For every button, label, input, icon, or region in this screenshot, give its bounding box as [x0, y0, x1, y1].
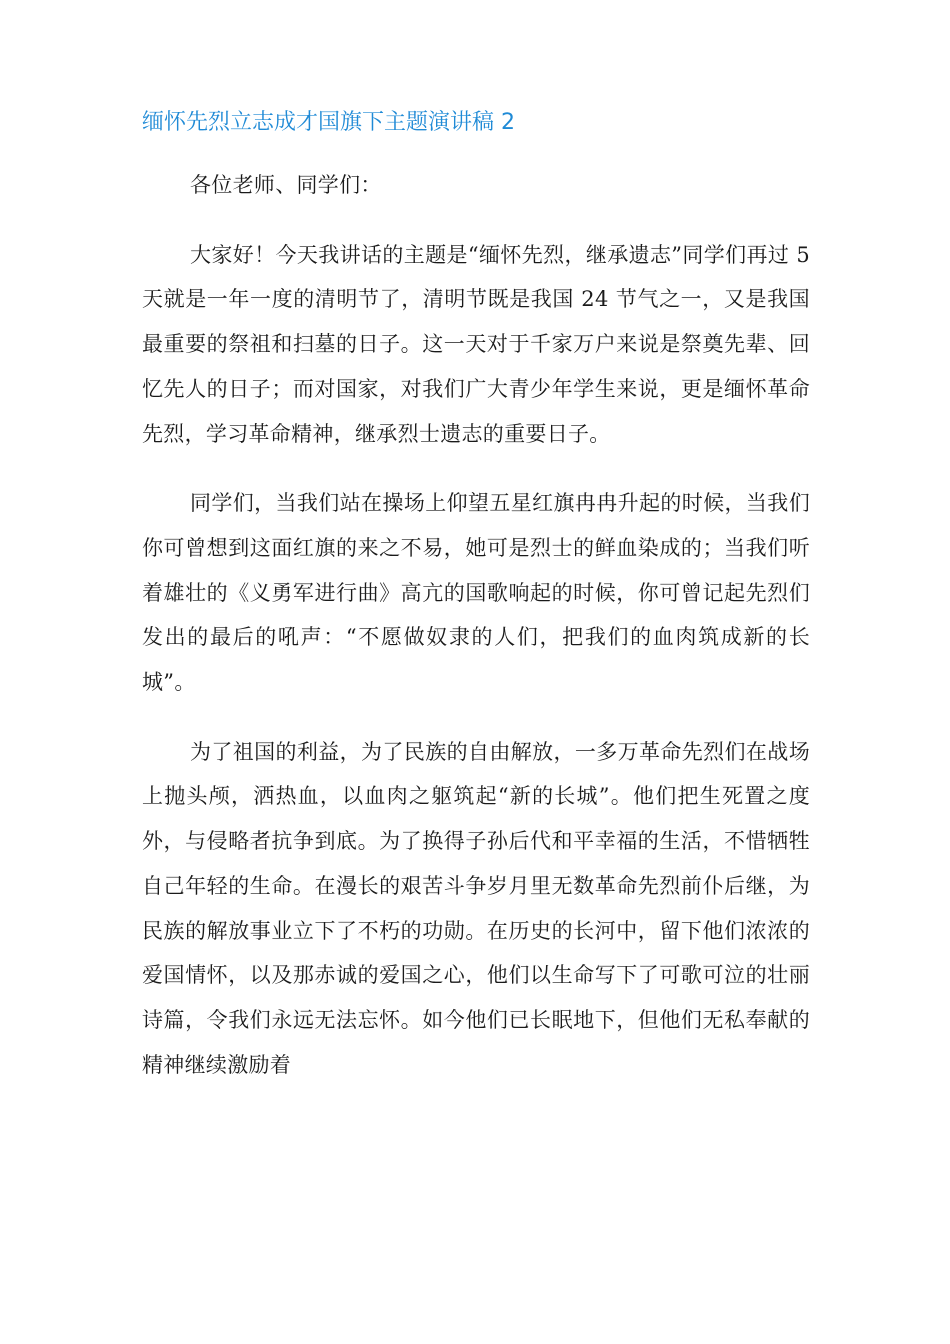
body-paragraph: 同学们，当我们站在操场上仰望五星红旗冉冉升起的时候，当我们你可曾想到这面红旗的来之不易，她可是烈士的鲜血染成的；当我们听着雄壮的《义勇军进行曲》高亢的国歌响起的时候，你可曾记起先烈们发出的最后的吼声：“不愿做奴隶的人们，把我们的血肉筑成新的长城”。 — [142, 491, 810, 695]
document-title: 缅怀先烈立志成才国旗下主题演讲稿 2 — [142, 110, 515, 135]
document-body — [142, 163, 810, 1112]
body-paragraph: 大家好！今天我讲话的主题是“缅怀先烈，继承遗志”同学们再过 5 天就是一年一度的清明节了，清明节既是我国 24 节气之一，又是我国最重要的祭祖和扫墓的日子。这一天对于千家万户来说是祭奠先辈、回忆先人的日子；而对国家，对我们广大青少年学生来说，更是缅怀革命先烈，学习革命精神，继承烈士遗志的重要日子。 — [142, 242, 810, 446]
salutation-paragraph: 各位老师、同学们： — [190, 173, 382, 197]
body-paragraph: 为了祖国的利益，为了民族的自由解放，一多万革命先烈们在战场上抛头颅，洒热血，以血肉之躯筑起“新的长城”。他们把生死置之度外，与侵略者抗争到底。为了换得子孙后代和平幸福的生活，不惜牺牲自己年轻的生命。在漫长的艰苦斗争岁月里无数革命先烈前仆后继，为民族的解放事业立下了不朽的功勋。在历史的长河中，留下他们浓浓的爱国情怀，以及那赤诚的爱国之心，他们以生命写下了可歌可泣的壮丽诗篇，令我们永远无法忘怀。如今他们已长眠地下，但他们无私奉献的精神继续激励着 — [142, 739, 810, 1077]
